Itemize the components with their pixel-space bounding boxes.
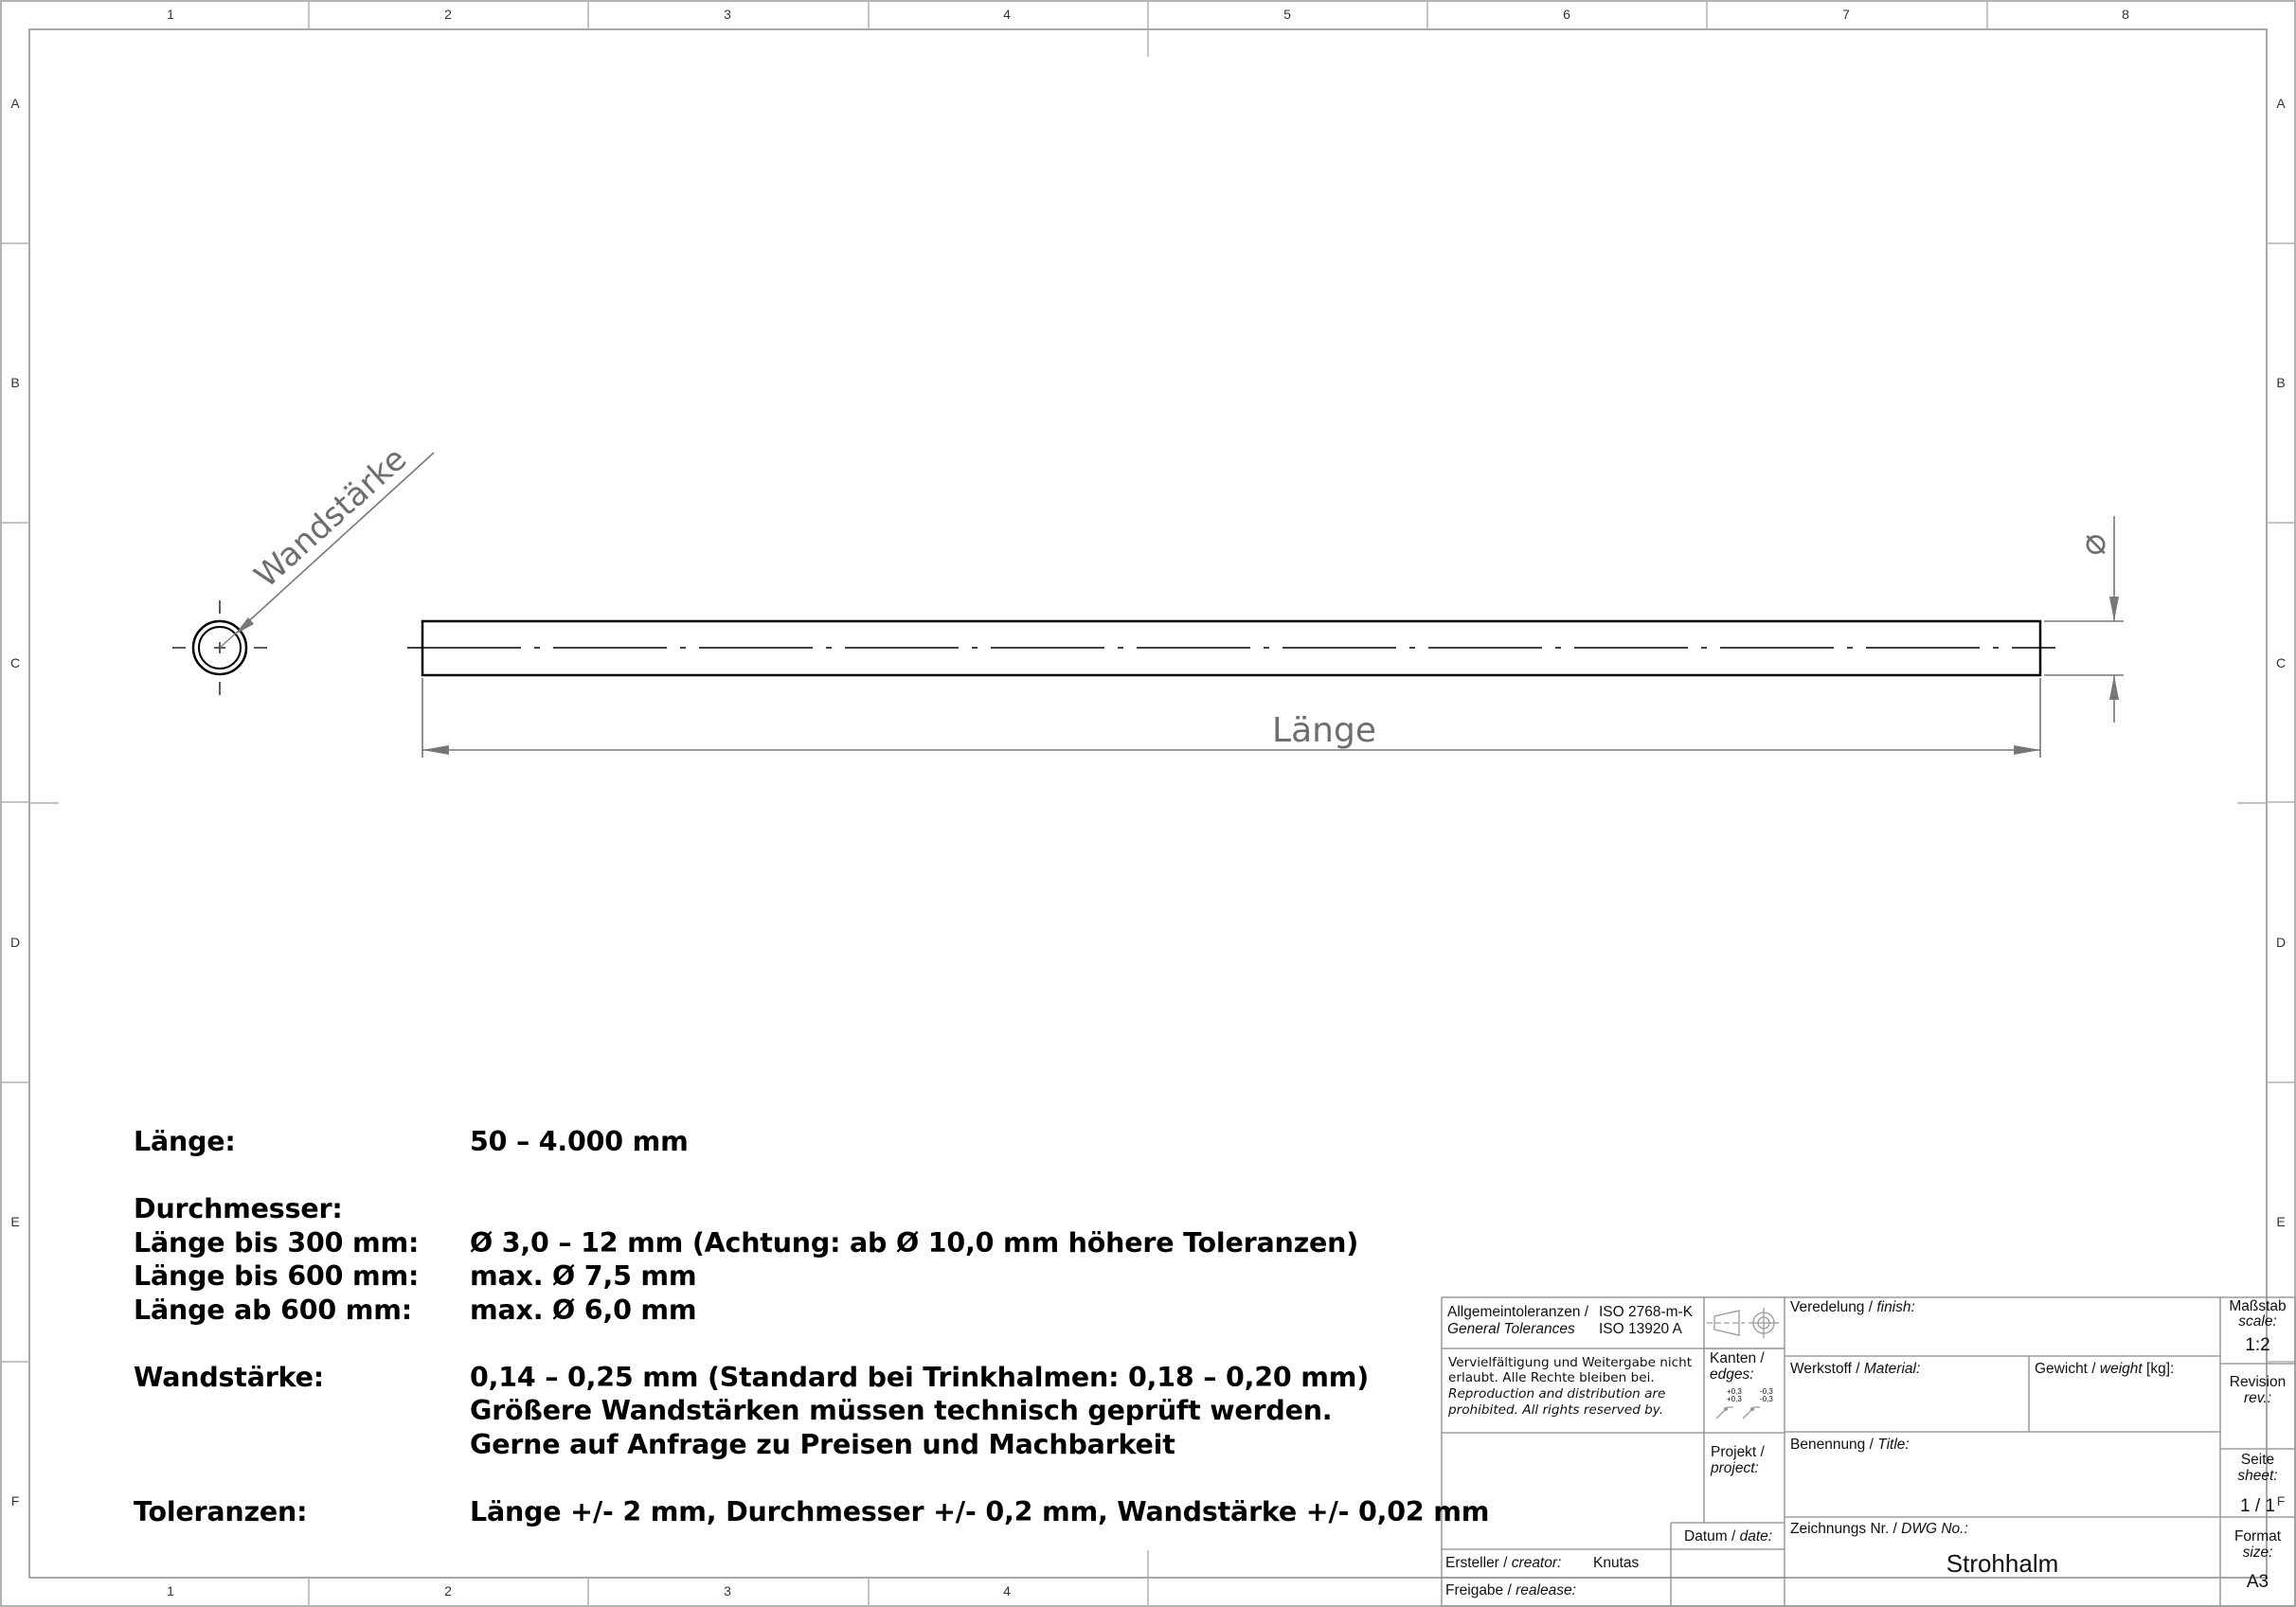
note-spacer bbox=[134, 1327, 1393, 1361]
general-tolerance-std1: ISO 2768-m-K bbox=[1599, 1304, 1694, 1320]
row-label: D bbox=[9, 935, 21, 950]
col-label: 6 bbox=[1563, 7, 1570, 22]
note-value: max. Ø 7,5 mm bbox=[470, 1260, 697, 1292]
col-label: 3 bbox=[724, 1583, 731, 1598]
date-label-de: Datum / bbox=[1684, 1528, 1736, 1545]
drawing-number-value: Strohhalm bbox=[1946, 1549, 2059, 1578]
creator-label-en: creator: bbox=[1511, 1555, 1562, 1571]
col-label: 2 bbox=[444, 7, 452, 22]
col-label: 4 bbox=[1003, 7, 1011, 22]
scale-label-de: Maßstab bbox=[2229, 1298, 2287, 1314]
note-row bbox=[134, 1361, 1393, 1395]
edges-symbol-icon bbox=[1716, 1407, 1760, 1419]
copyright-de-line2: erlaubt. Alle Rechte bleiben bei. bbox=[1448, 1370, 1655, 1385]
row-label: A bbox=[10, 96, 20, 111]
weight-label-en: weight bbox=[2099, 1361, 2143, 1377]
edges-label-de: Kanten / bbox=[1710, 1350, 1765, 1366]
finish-label-de: Veredelung / bbox=[1790, 1299, 1874, 1315]
general-tolerance-en: General Tolerances bbox=[1447, 1321, 1575, 1337]
title-label-de: Benennung / bbox=[1790, 1437, 1874, 1453]
col-label: 3 bbox=[724, 7, 731, 22]
wall-thickness-label: Wandstärke bbox=[247, 439, 415, 596]
note-label bbox=[134, 1428, 470, 1462]
project-label-en: project: bbox=[1711, 1460, 1759, 1476]
cross-section-view bbox=[172, 440, 434, 695]
date-label-en: date: bbox=[1739, 1528, 1773, 1545]
edge-tolerance-2: +0,3 bbox=[1727, 1395, 1742, 1403]
note-value: Länge +/- 2 mm, Durchmesser +/- 0,2 mm, Wandstärke +/- 0,02 mm bbox=[470, 1495, 1490, 1527]
note-row bbox=[134, 1226, 1393, 1260]
row-label: C bbox=[9, 655, 21, 670]
row-label: F bbox=[10, 1493, 20, 1509]
row-label: B bbox=[2276, 375, 2286, 390]
note-value: max. Ø 6,0 mm bbox=[470, 1294, 697, 1326]
col-label: 4 bbox=[1003, 1583, 1011, 1598]
row-label: A bbox=[2276, 96, 2286, 111]
row-label: E bbox=[10, 1214, 20, 1229]
note-value: Gerne auf Anfrage zu Preisen und Machbarkeit bbox=[470, 1428, 1175, 1460]
col-label: 7 bbox=[1842, 7, 1850, 22]
wall-leader-line bbox=[242, 453, 434, 627]
note-row bbox=[134, 1495, 1490, 1529]
row-label: F bbox=[2276, 1493, 2286, 1509]
revision-label-en: rev.: bbox=[2244, 1390, 2271, 1406]
sheet-label-de: Seite bbox=[2240, 1452, 2275, 1468]
scale-value: 1:2 bbox=[2245, 1335, 2270, 1355]
col-label: 1 bbox=[167, 7, 174, 22]
col-label: 2 bbox=[444, 1583, 452, 1598]
note-row bbox=[134, 1294, 1393, 1328]
note-row bbox=[134, 1259, 1393, 1294]
creator-label-de: Ersteller / bbox=[1445, 1555, 1508, 1571]
note-label: Durchmesser: bbox=[134, 1193, 343, 1224]
format-value: A3 bbox=[2246, 1572, 2269, 1592]
length-label: Länge bbox=[1272, 711, 1376, 750]
side-view bbox=[407, 621, 2055, 675]
dwg-label-de: Zeichnungs Nr. / bbox=[1790, 1521, 1897, 1537]
creator-value: Knutas bbox=[1593, 1555, 1640, 1571]
general-tolerance-de: Allgemeintoleranzen / bbox=[1447, 1304, 1589, 1320]
scale-label-en: scale: bbox=[2238, 1313, 2277, 1330]
note-spacer bbox=[134, 1461, 1393, 1495]
material-label-en: Material: bbox=[1863, 1361, 1921, 1377]
note-row bbox=[134, 1125, 1393, 1159]
weight-label-de: Gewicht / bbox=[2035, 1361, 2096, 1377]
row-label: B bbox=[10, 375, 20, 390]
row-label: E bbox=[2276, 1214, 2286, 1229]
note-row bbox=[134, 1428, 1393, 1462]
release-label-en: realease: bbox=[1516, 1582, 1576, 1598]
note-value bbox=[470, 1192, 1393, 1226]
project-label-de: Projekt / bbox=[1711, 1444, 1765, 1460]
copyright-en-line1: Reproduction and distribution are bbox=[1448, 1386, 1666, 1402]
col-label: 1 bbox=[167, 1583, 174, 1598]
sheet-label-en: sheet: bbox=[2237, 1468, 2278, 1484]
format-label-de: Format bbox=[2233, 1528, 2282, 1545]
note-label: Länge bis 300 mm: bbox=[134, 1226, 420, 1259]
note-value: 0,14 – 0,25 mm (Standard bei Trinkhalmen: 0,18 – 0,20 mm) bbox=[470, 1361, 1370, 1393]
col-label: 8 bbox=[2122, 7, 2129, 22]
edge-tolerance-3: -0,3 bbox=[1760, 1387, 1773, 1396]
weight-unit: [kg]: bbox=[2146, 1361, 2175, 1377]
note-label: Länge ab 600 mm: bbox=[134, 1294, 412, 1326]
note-label: Länge: bbox=[134, 1126, 236, 1157]
projection-symbol-icon bbox=[1707, 1308, 1779, 1338]
edge-tolerance-4: -0,3 bbox=[1760, 1395, 1773, 1403]
copyright-de-line1: Vervielfältigung und Weitergabe nicht bbox=[1448, 1355, 1693, 1370]
finish-label-en: finish: bbox=[1876, 1299, 1915, 1315]
revision-label-de: Revision bbox=[2229, 1374, 2287, 1390]
note-value: 50 – 4.000 mm bbox=[470, 1126, 689, 1157]
material-label-de: Werkstoff / bbox=[1790, 1361, 1860, 1377]
note-value: Ø 3,0 – 12 mm (Achtung: ab Ø 10,0 mm höhere Toleranzen) bbox=[470, 1226, 1359, 1259]
title-label-en: Title: bbox=[1877, 1437, 1910, 1453]
note-row bbox=[134, 1192, 1393, 1226]
release-label-de: Freigabe / bbox=[1445, 1582, 1512, 1598]
note-row bbox=[134, 1394, 1393, 1428]
diameter-symbol: ⌀ bbox=[2072, 533, 2113, 556]
note-label: Wandstärke: bbox=[134, 1361, 324, 1393]
copyright-en-line2: prohibited. All rights reserved by. bbox=[1448, 1402, 1664, 1418]
dwg-label-en: DWG No.: bbox=[1901, 1521, 1968, 1537]
edges-label-en: edges: bbox=[1710, 1366, 1754, 1383]
specification-notes bbox=[134, 1125, 1490, 1528]
note-label: Länge bis 600 mm: bbox=[134, 1260, 420, 1292]
note-value: Größere Wandstärken müssen technisch geprüft werden. bbox=[470, 1395, 1333, 1426]
row-label: C bbox=[2275, 655, 2287, 670]
note-spacer bbox=[134, 1159, 1393, 1193]
note-label bbox=[134, 1394, 470, 1428]
format-label-en: size: bbox=[2242, 1545, 2273, 1561]
general-tolerance-std2: ISO 13920 A bbox=[1599, 1321, 1682, 1337]
row-label: D bbox=[2275, 935, 2287, 950]
length-dimension bbox=[422, 678, 2040, 758]
col-label: 5 bbox=[1283, 7, 1291, 22]
edge-tolerance-1: +0,3 bbox=[1727, 1387, 1742, 1396]
note-label: Toleranzen: bbox=[134, 1495, 308, 1527]
sheet-value: 1 / 1 bbox=[2240, 1496, 2275, 1516]
